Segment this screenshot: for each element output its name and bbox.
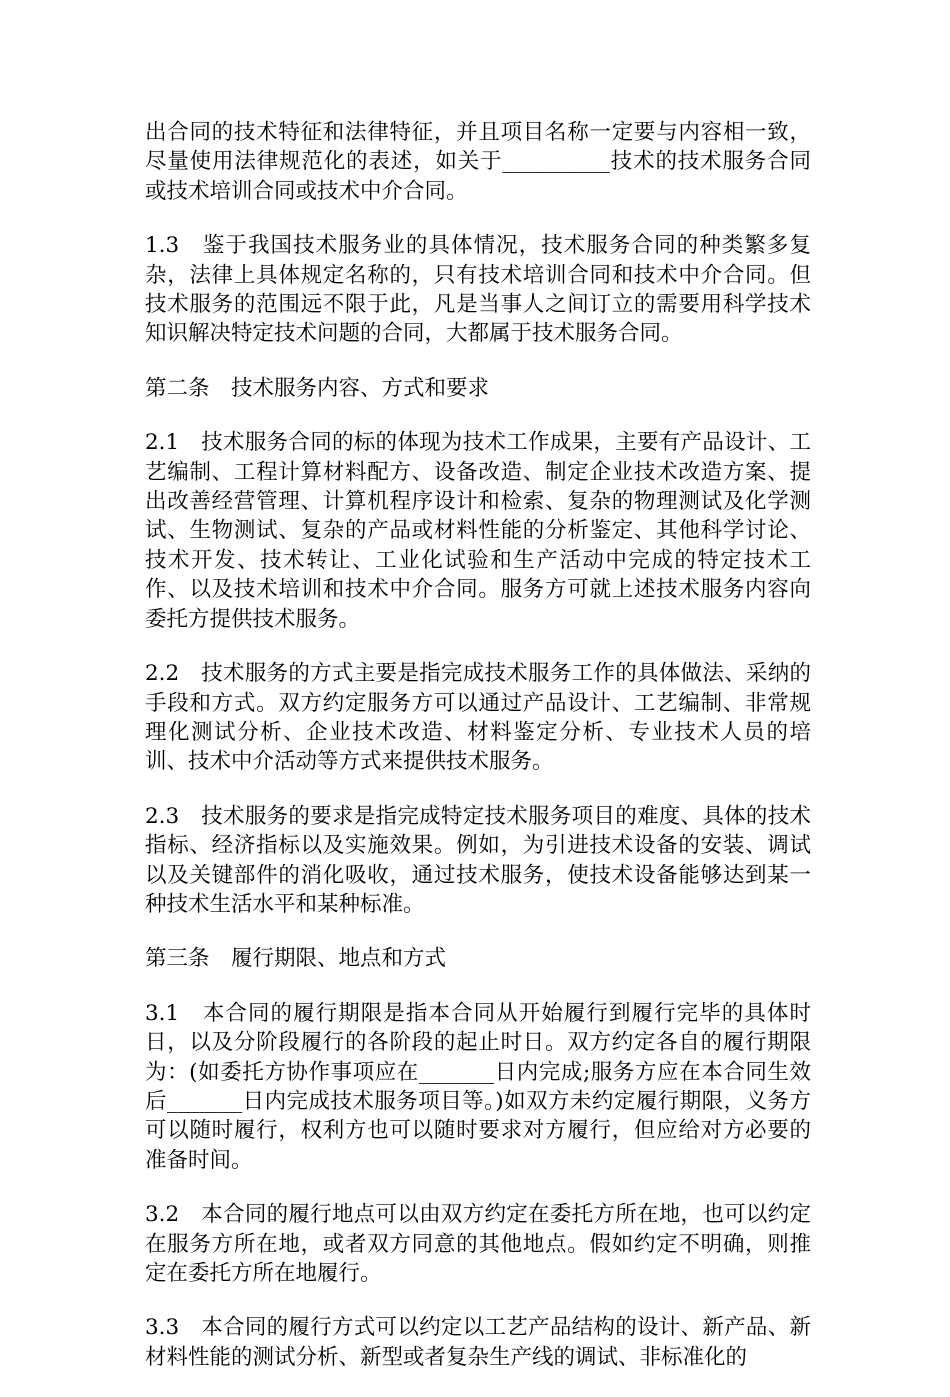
paragraph-2-2: 2.2 技术服务的方式主要是指完成技术服务工作的具体做法、采纳的手段和方式。双方约定服务方可以通过产品设计、工艺编制、非常规理化测试分析、企业技术改造、材料鉴定分析、专业技术人员的培训、技术中介活动等方式来提供技术服务。: [145, 661, 811, 775]
paragraph-3-3: 3.3 本合同的履行方式可以约定以工艺产品结构的设计、新产品、新材料性能的测试分析、新型或者复杂生产线的调试、非标准化的: [145, 1315, 811, 1370]
paragraph-3-2: 3.2 本合同的履行地点可以由双方约定在委托方所在地，也可以约定在服务方所在地，或者双方同意的其他地点。假如约定不明确，则推定在委托方所在地履行。: [145, 1202, 811, 1286]
paragraph-1-3: 1.3 鉴于我国技术服务业的具体情况，技术服务合同的种类繁多复杂，法律上具体规定名称的，只有技术培训合同和技术中介合同。但技术服务的范围远不限于此，凡是当事人之间订立的需要用科学技术知识解决特定技术问题的合同，大都属于技术服务合同。: [145, 233, 811, 347]
heading-article-3: 第三条 履行期限、地点和方式: [145, 946, 447, 972]
paragraph-project-name: 出合同的技术特征和法律特征，并且项目名称一定要与内容相一致，尽量使用法律规范化的表述，如关于__________技术的技术服务合同或技术培训合同或技术中介合同。: [145, 120, 811, 204]
paragraph-3-1: 3.1 本合同的履行期限是指本合同从开始履行到履行完毕的具体时日，以及分阶段履行的各阶段的起止时日。双方约定各自的履行期限为：(如委托方协作事项应在_______日内完成;服务方应在本合同生效后_______日内完成技术服务项目等。)如双方未约定履行期限，义务方可以随时履行，权利方也可以随时要求对方履行，但应给对方必要的准备时间。: [145, 1000, 811, 1173]
document-page: [145, 118, 811, 1397]
paragraph-2-3: 2.3 技术服务的要求是指完成特定技术服务项目的难度、具体的技术指标、经济指标以及实施效果。例如，为引进技术设备的安装、调试以及关键部件的消化吸收，通过技术服务，使技术设备能够达到某一种技术生活水平和某种标准。: [145, 803, 811, 917]
paragraph-2-1: 2.1 技术服务合同的标的体现为技术工作成果，主要有产品设计、工艺编制、工程计算材料配方、设备改造、制定企业技术改造方案、提出改善经营管理、计算机程序设计和检索、复杂的物理测试及化学测试、生物测试、复杂的产品或材料性能的分析鉴定、其他科学讨论、技术开发、技术转让、工业化试验和生产活动中完成的特定技术工作、以及技术培训和技术中介合同。服务方可就上述技术服务内容向委托方提供技术服务。: [145, 430, 811, 632]
heading-article-2: 第二条 技术服务内容、方式和要求: [145, 375, 490, 401]
